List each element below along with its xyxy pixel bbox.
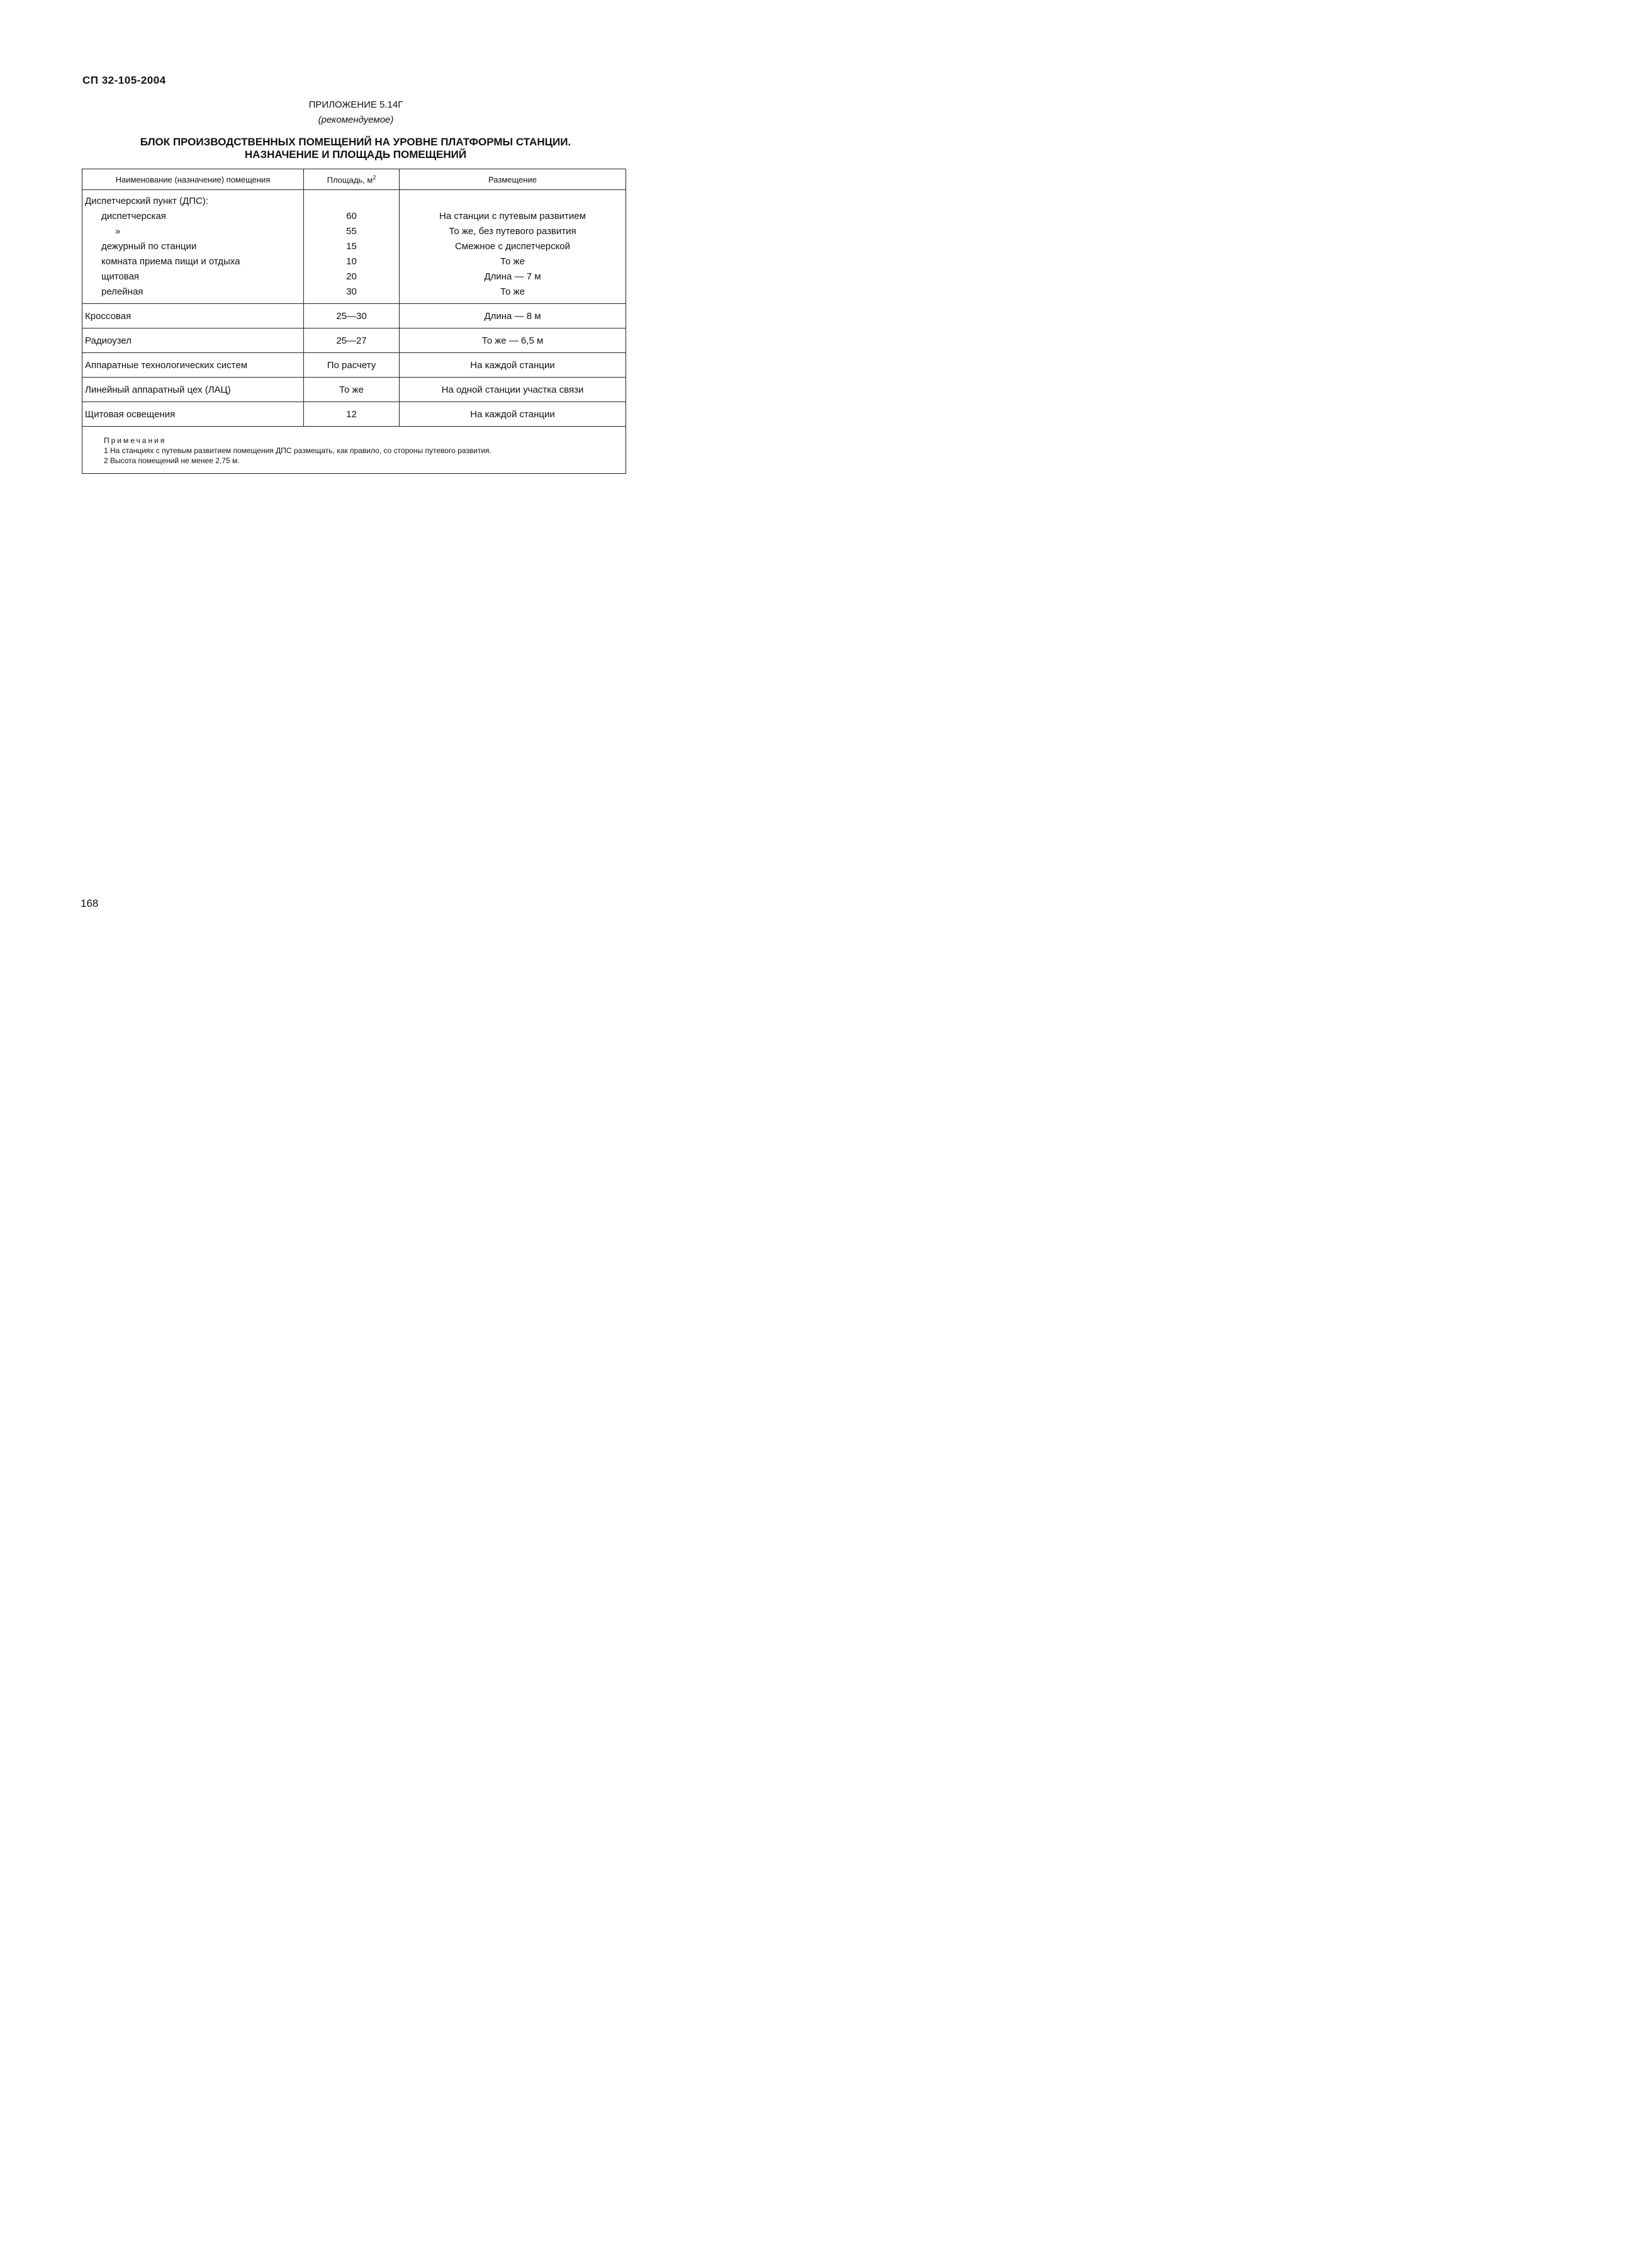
table-header-row [82, 169, 626, 190]
dps-room-name: комната приема пищи и отдыха [101, 256, 240, 267]
room-name: Аппаратные технологических систем [82, 353, 304, 378]
room-placement: На каждой станции [400, 353, 626, 378]
note-item: 1 На станциях с путевым развитием помещения ДПС размещать, как правило, со стороны путевого развития. [104, 446, 491, 455]
room-name: Линейный аппаратный цех (ЛАЦ) [82, 378, 304, 402]
dps-room-name: щитовая [101, 271, 140, 282]
room-name: Кроссовая [82, 304, 304, 328]
room-name: Радиоузел [82, 328, 304, 353]
dps-placements-cell [400, 190, 626, 304]
table-notes-row [82, 427, 626, 474]
table-row [82, 304, 626, 328]
dps-room-placement: На станции с путевым развитием [439, 211, 586, 222]
column-header-area [304, 169, 400, 190]
column-header-area-superscript: 2 [373, 174, 376, 181]
notes-title: Примечания [104, 436, 167, 445]
column-header-name: Наименование (назначение) помещения [82, 169, 304, 190]
dps-group-heading: Диспетчерский пункт (ДПС): [85, 196, 208, 206]
room-area: 25—27 [304, 328, 400, 353]
room-area: 25—30 [304, 304, 400, 328]
room-placement: То же — 6,5 м [400, 328, 626, 353]
room-name: Щитовая освещения [82, 402, 304, 427]
dps-room-area: 55 [346, 226, 357, 237]
dps-room-area: 15 [346, 241, 357, 252]
table-row [82, 402, 626, 427]
dps-room-placement: Смежное с диспетчерской [454, 241, 571, 252]
page-number: 168 [81, 897, 99, 909]
dps-spacer [400, 194, 626, 209]
dps-areas-cell [304, 190, 400, 304]
dps-room-name: » [115, 226, 121, 237]
column-header-placement: Размещение [400, 169, 626, 190]
note-item: 2 Высота помещений не менее 2,75 м. [104, 456, 240, 465]
title-line-1: БЛОК ПРОИЗВОДСТВЕННЫХ ПОМЕЩЕНИЙ НА УРОВНЕ ПЛАТФОРМЫ СТАНЦИИ. [140, 136, 571, 148]
dps-room-name: диспетчерская [101, 211, 166, 222]
dps-room-placement: Длина — 7 м [484, 271, 541, 282]
room-placement: Длина — 8 м [400, 304, 626, 328]
table-row [82, 328, 626, 353]
room-area: То же [304, 378, 400, 402]
dps-room-name: релейная [101, 286, 143, 297]
column-header-area-text: Площадь, м [327, 175, 373, 185]
table-row-dps-group [82, 190, 626, 304]
appendix-subtitle: (рекомендуемое) [318, 115, 394, 125]
dps-names-cell [82, 190, 304, 304]
dps-room-name: дежурный по станции [101, 241, 197, 252]
dps-room-placement: То же, без путевого развития [449, 226, 576, 237]
title-line-2: НАЗНАЧЕНИЕ И ПЛОЩАДЬ ПОМЕЩЕНИЙ [244, 149, 467, 160]
appendix-label: ПРИЛОЖЕНИЕ 5.14Г [308, 99, 403, 110]
dps-room-area: 20 [346, 271, 357, 282]
room-placement: На каждой станции [400, 402, 626, 427]
room-area: По расчету [304, 353, 400, 378]
room-placement: На одной станции участка связи [400, 378, 626, 402]
table-row [82, 378, 626, 402]
dps-room-area: 60 [346, 211, 357, 222]
dps-room-area: 10 [346, 256, 357, 267]
dps-room-placement: То же [500, 256, 525, 267]
table-row [82, 353, 626, 378]
page-title [76, 136, 636, 161]
dps-room-placement: То же [500, 286, 525, 297]
document-code: СП 32-105-2004 [82, 74, 166, 86]
room-area: 12 [304, 402, 400, 427]
notes-cell [82, 427, 626, 474]
dps-room-area: 30 [346, 286, 357, 297]
rooms-table [82, 169, 626, 474]
dps-spacer [304, 194, 399, 209]
